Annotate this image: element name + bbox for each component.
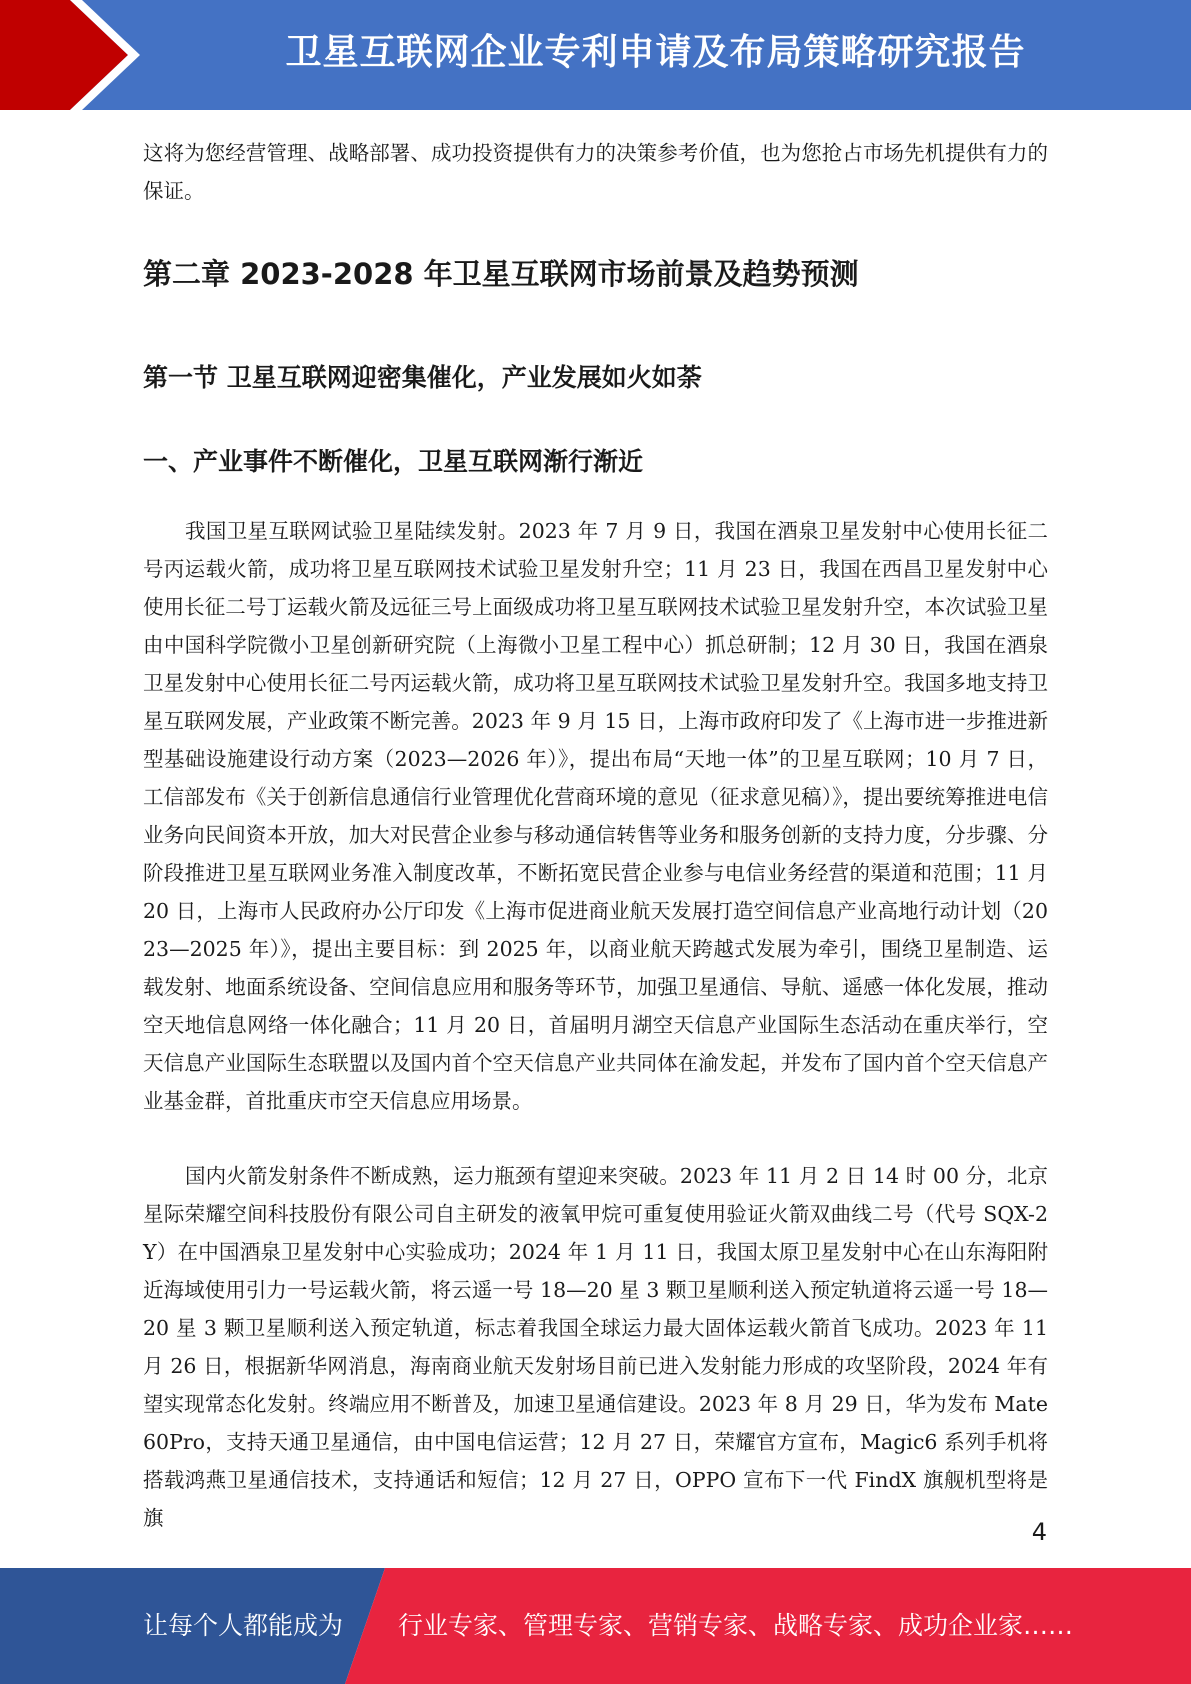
body-paragraph: 我国卫星互联网试验卫星陆续发射。2023 年 7 月 9 日，我国在酒泉卫星发射中心使用长征二号丙运载火箭，成功将卫星互联网技术试验卫星发射升空；11 月 23 日，我国在西昌卫星发射中心使用长征二号丁运载火箭及远征三号上面级成功将卫星互联网技术试验卫星发射升空，本次试验卫星由中国科学院微小卫星创新研究院（上海微小卫星工程中心）抓总研制；12 月 30 日，我国在酒泉卫星发射中心使用长征二号丙运载火箭，成功将卫星互联网技术试验卫星发射升空。我国多地支持卫星互联网发展，产业政策不断完善。2023 年 9 月 15 日，上海市政府印发了《上海市进一步推进新型基础设施建设行动方案（2023—2026 年）》，提出布局“天地一体”的卫星互联网；10 月 7 日，工信部发布《关于创新信息通信行业管理优化营商环境的意见（征求意见稿）》，提出要统筹推进电信业务向民间资本开放，加大对民营企业参与移动通信转售等业务和服务创新的支持力度，分步骤、分阶段推进卫星互联网业务准入制度改革，不断拓宽民营企业参与电信业务经营的渠道和范围；11 月 20 日，上海市人民政府办公厅印发《上海市促进商业航天发展打造空间信息产业高地行动计划（2023—2025 年）》，提出主要目标：到 2025 年，以商业航天跨越式发展为牵引，围绕卫星制造、运载发射、地面系统设备、空间信息应用和服务等环节，加强卫星通信、导航、遥感一体化发展，推动空天地信息网络一体化融合；11 月 20 日，首届明月湖空天信息产业国际生态活动在重庆举行，空天信息产业国际生态联盟以及国内首个空天信息产业共同体在渝发起，并发布了国内首个空天信息产业基金群，首批重庆市空天信息应用场景。 <box>143 519 1048 1113</box>
page-number: 4 <box>1031 1518 1047 1546</box>
subsection-title: 一、产业事件不断催化，卫星互联网渐行渐近 <box>143 447 644 476</box>
footer-slogan-left: 让每个人都能成为 <box>143 1611 344 1640</box>
page-header <box>0 0 1191 110</box>
page-footer <box>0 1568 1191 1684</box>
report-title: 卫星互联网企业专利申请及布局策略研究报告 <box>285 32 1026 73</box>
footer-slogan-right: 行业专家、管理专家、营销专家、战略专家、成功企业家…… <box>398 1611 1074 1640</box>
body-paragraph: 国内火箭发射条件不断成熟，运力瓶颈有望迎来突破。2023 年 11 月 2 日 14 时 00 分，北京星际荣耀空间科技股份有限公司自主研发的液氧甲烷可重复使用验证火箭双曲线二号（代号 SQX-2Y）在中国酒泉卫星发射中心实验成功；2024 年 1 月 11 日，我国太原卫星发射中心在山东海阳附近海域使用引力一号运载火箭，将云遥一号 18—20 星 3 颗卫星顺利送入预定轨道将云遥一号 18—20 星 3 颗卫星顺利送入预定轨道，标志着我国全球运力最大固体运载火箭首飞成功。2023 年 11 月 26 日，根据新华网消息，海南商业航天发射场目前已进入发射能力形成的攻坚阶段，2024 年有望实现常态化发射。终端应用不断普及，加速卫星通信建设。2023 年 8 月 29 日，华为发布 Mate60Pro，支持天通卫星通信，由中国电信运营；12 月 27 日，荣耀官方宣布，Magic6 系列手机将搭载鸿燕卫星通信技术，支持通话和短信；12 月 27 日，OPPO 宣布下一代 FindX 旗舰机型将是旗 <box>143 1164 1048 1530</box>
chapter-title: 第二章 2023-2028 年卫星互联网市场前景及趋势预测 <box>143 257 859 291</box>
page-content <box>143 130 1048 1530</box>
intro-paragraph: 这将为您经营管理、战略部署、成功投资提供有力的决策参考价值，也为您抢占市场先机提供有力的保证。 <box>143 141 1048 203</box>
section-title: 第一节 卫星互联网迎密集催化，产业发展如火如荼 <box>143 363 702 392</box>
header-chevron-decoration <box>0 0 160 110</box>
